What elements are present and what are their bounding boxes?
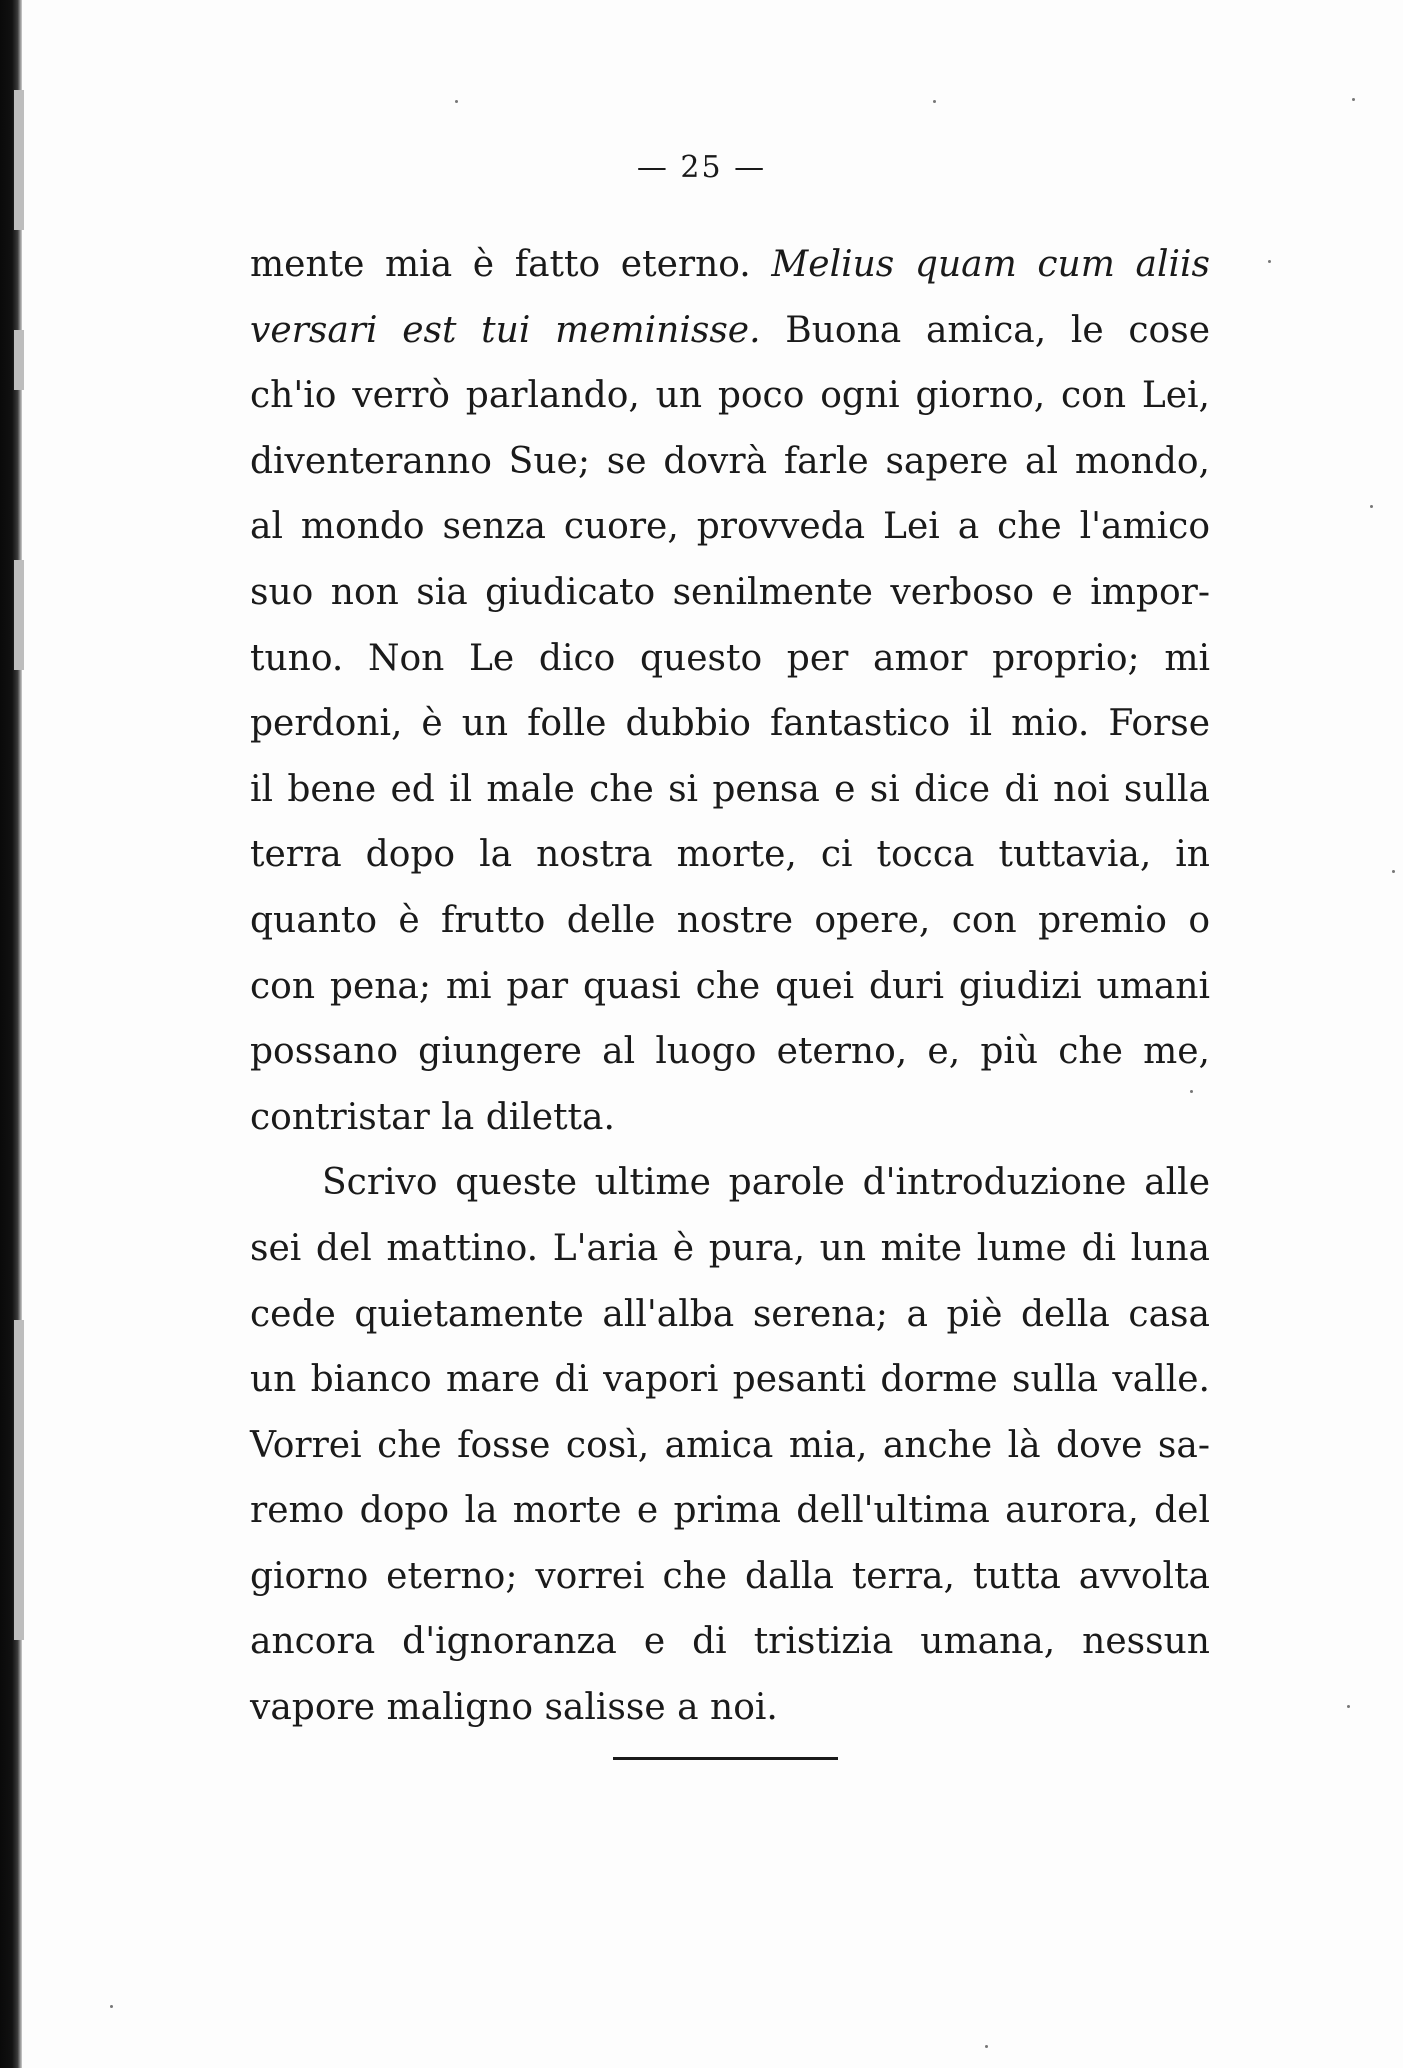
text-line	[250, 691, 1210, 757]
speck	[985, 2045, 988, 2048]
speck	[1190, 1090, 1193, 1093]
text-segment: remo dopo la morte e prima dell'ultima aurora, del	[250, 1490, 1210, 1532]
binding-speckle	[14, 330, 24, 390]
text-segment: ch'io verrò parlando, un poco ogni giorno, con Lei,	[250, 375, 1210, 417]
speck	[1370, 505, 1373, 508]
text-line	[250, 1544, 1210, 1610]
italic-text: Melius quam cum aliis	[771, 244, 1210, 285]
text-line	[250, 757, 1210, 823]
binding-edge	[0, 0, 22, 2068]
binding-speckle	[14, 560, 24, 670]
text-segment: vapore maligno salisse a noi.	[250, 1687, 778, 1729]
text-segment: un bianco mare di vapori pesanti dorme sulla valle.	[250, 1359, 1210, 1401]
speck	[1392, 870, 1395, 873]
text-segment: contristar la diletta.	[250, 1096, 615, 1138]
text-segment: Scrivo queste ultime parole d'introduzione alle	[322, 1162, 1210, 1204]
text-line	[250, 1019, 1210, 1085]
text-segment: sei del mattino. L'aria è pura, un mite lume di luna	[250, 1227, 1210, 1269]
page-number: — 25 —	[636, 150, 767, 185]
text-segment: con pena; mi par quasi che quei duri giudizi umani	[250, 965, 1210, 1007]
text-line	[250, 232, 1210, 298]
text-segment: cede quietamente all'alba serena; a piè della casa	[250, 1293, 1210, 1335]
italic-text: versari est tui meminisse.	[250, 309, 761, 351]
body-text	[250, 232, 1210, 1741]
speck	[1347, 1705, 1350, 1708]
text-line	[250, 298, 1210, 364]
text-line	[250, 822, 1210, 888]
text-segment: il bene ed il male che si pensa e si dice di noi sulla	[250, 768, 1210, 810]
text-line	[250, 1413, 1210, 1479]
text-segment: Vorrei che fosse così, amica mia, anche là dove sa-	[250, 1424, 1210, 1466]
text-segment: ancora d'ignoranza e di tristizia umana, nessun	[250, 1621, 1210, 1663]
text-line	[250, 1347, 1210, 1413]
speck	[110, 2005, 113, 2008]
paragraph-1	[250, 232, 1210, 1150]
end-rule	[613, 1757, 838, 1760]
text-line	[250, 494, 1210, 560]
text-segment: terra dopo la nostra morte, ci tocca tuttavia, in	[250, 834, 1210, 876]
text-line	[250, 1282, 1210, 1348]
speck	[933, 100, 936, 103]
speck	[455, 100, 458, 103]
text-line	[250, 1216, 1210, 1282]
text-line	[250, 429, 1210, 495]
text-line	[250, 363, 1210, 429]
text-line	[250, 626, 1210, 692]
text-segment: mente mia è fatto eterno.	[250, 244, 772, 285]
text-segment: perdoni, è un folle dubbio fantastico il mio. Forse	[250, 703, 1210, 745]
text-line	[250, 1478, 1210, 1544]
text-line	[250, 560, 1210, 626]
text-segment: quanto è frutto delle nostre opere, con premio o	[250, 899, 1210, 941]
text-segment: suo non sia giudicato senilmente verboso e impor-	[250, 571, 1210, 613]
text-segment: possano giungere al luogo eterno, e, più che me,	[250, 1031, 1210, 1073]
text-line	[250, 954, 1210, 1020]
paragraph-2	[250, 1150, 1210, 1740]
speck	[1352, 98, 1355, 101]
text-line	[250, 1085, 1210, 1151]
text-segment: diventeranno Sue; se dovrà farle sapere al mondo,	[250, 440, 1210, 482]
text-segment: Buona amica, le cose	[760, 309, 1210, 351]
text-segment: al mondo senza cuore, provveda Lei a che l'amico	[250, 506, 1210, 548]
binding-speckle	[14, 1320, 24, 1640]
text-line	[250, 1675, 1210, 1741]
text-line	[250, 1150, 1210, 1216]
text-segment: tuno. Non Le dico questo per amor proprio; mi	[250, 637, 1210, 679]
text-line	[250, 888, 1210, 954]
speck	[1268, 260, 1271, 263]
text-segment: giorno eterno; vorrei che dalla terra, tutta avvolta	[250, 1555, 1210, 1597]
text-line	[250, 1609, 1210, 1675]
